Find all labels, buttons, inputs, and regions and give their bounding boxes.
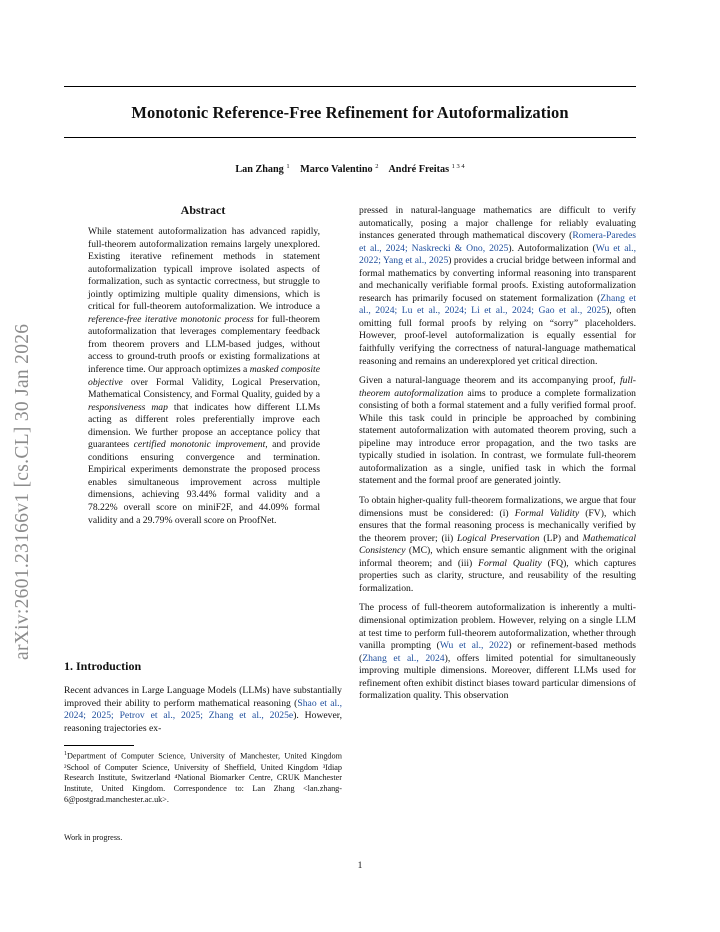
author-name: Lan Zhang bbox=[235, 164, 284, 175]
abstract-body: While statement autoformalization has advanced rapidly, full-theorem autoformalization remains largely unexplored. Existing iterative refinement methods in statement autoformalization typicall improve isolated aspects of formalization, such as syntactic correctness, but struggle to jointly optimizing multiple quality dimensions, which is critical for full-theorem autoformalization. We introduce a reference-free iterative monotonic process for full-theorem autoformalization that leverages complementary feedback from theorem provers and LLM-based judges, without access to ground-truth proofs or existing formalizations at inference time. Our approach optimizes a masked composite objective over Formal Validity, Logical Preservation, Mathematical Consistency, and Formal Quality, guided by a responsiveness map that indicates how different LLMs acting as different roles preferentially improve each dimension. We further propose an acceptance policy that guarantees certified monotonic improvement, and provide conditions ensuring convergence and termination. Empirical experiments demonstrate the proposed process enables simultaneous improvement across multiple dimensions, achieving 93.44% formal validity and a 78.22% overall score on miniF2F, and 44.09% formal validity and a 29.79% overall score on ProofNet. bbox=[88, 226, 320, 526]
author-list bbox=[64, 163, 636, 175]
citation-link[interactable]: Wu et al., 2022 bbox=[439, 640, 509, 652]
body-paragraph: To obtain higher-quality full-theorem formalizations, we argue that four dimensions must be considered: (i) Formal Validity (FV), which ensures that the formal reasoning process is mechanically verified by the theorem prover; (ii) Logical Preservation (LP) and Mathematical Consistency (MC), which ensure semantic alignment with the original informal theorem; and (iii) Formal Quality (FQ), which captures properties such as clarity, structure, and reusability of the resulting formalization. bbox=[359, 495, 636, 594]
author-affiliation: 1 3 4 bbox=[451, 163, 465, 170]
work-in-progress-note: Work in progress. bbox=[64, 833, 123, 842]
section-heading-introduction: 1. Introduction bbox=[64, 659, 142, 673]
arxiv-stamp: arXiv:2601.23166v1 [cs.CL] 30 Jan 2026 bbox=[12, 323, 33, 660]
body-paragraph: Given a natural-language theorem and its accompanying proof, full-theorem autoformalization aims to produce a complete formalization consisting of both a formal statement and a fully verified formal proof. While this task could in principle be approached by combining statement autoformalization with automated theorem proving, such a pipeline may introduce error propagation, and the two tasks are typically studied in isolation. In contrast, we formulate full-theorem autoformalization as a single, unified task in which the formal statement and the formal proof are generated jointly. bbox=[359, 375, 636, 487]
paper-title: Monotonic Reference-Free Refinement for Autoformalization bbox=[131, 103, 569, 122]
title-bottom-rule bbox=[64, 137, 636, 138]
body-paragraph: The process of full-theorem autoformalization is inherently a multi-dimensional optimization problem. However, relying on a single LLM at test time to perform full-theorem autoformalization, whether through vanilla prompting (Wu et al., 2022) or refinement-based methods (Zhang et al., 2024), offers limited potential for simultaneously improving multiple dimensions. Moreover, different LLMs used for refinement often exhibit distinct biases toward particular dimensions of formalization quality. This observation bbox=[359, 602, 636, 702]
page-number: 1 bbox=[357, 861, 363, 871]
intro-paragraph: Recent advances in Large Language Models (LLMs) have substantially improved their ability to perform mathematical reasoning (Shao et al., 2024; 2025; Petrov et al., 2025; Zhang et al., 2025e). However, reasoning trajectories ex- bbox=[64, 685, 342, 734]
affiliation-footnote: $^1$Department of Computer Science, University of Manchester, United Kingdom ²School of Computer Science, University of Sheffield, United Kingdom ³Idiap Research Institute, Switzerland ⁴National Biomarker Centre, CRUK Manchester Institute, United Kingdom. Correspondence to: Lan Zhang <lan.zhang-6@postgrad.manchester.ac.uk>. bbox=[64, 751, 342, 804]
citation-link[interactable]: Shao et al., 2024; 2025; Petrov et al., 2025; Zhang et al., 2025e bbox=[64, 697, 342, 722]
author-name: André Freitas bbox=[388, 164, 450, 175]
right-column bbox=[359, 205, 636, 710]
citation-link[interactable]: Wu et al., 2022; Yang et al., 2025 bbox=[359, 242, 636, 267]
author-affiliation: 2 bbox=[375, 163, 379, 170]
citation-link[interactable]: Romera-Paredes et al., 2024; Naskrecki & Ono, 2025 bbox=[359, 230, 636, 254]
body-paragraph: pressed in natural-language mathematics are difficult to verify automatically, posing a major challenge for reliably evaluating instances generated through mathematical discovery (Romera-Paredes et al., 2024; Naskrecki & Ono, 2025). Autoformalization (Wu et al., 2022; Yang et al., 2025) provides a crucial bridge between informal and formal mathematics by converting informal reasoning into transparent and mechanically verifiable formal proofs. Existing autoformalization research has primarily focused on statement formalization (Zhang et al., 2024; Lu et al., 2024; Li et al., 2024; Gao et al., 2025), often omitting full formal proofs by relying on “sorry” placeholders. However, proof-level autoformalization is equally essential for faithfully verifying the correctness of natural-language mathematical reasoning and remains an underexplored yet critical direction. bbox=[359, 205, 636, 367]
citation-link[interactable]: Zhang et al., 2024 bbox=[362, 652, 445, 664]
footnote-rule bbox=[64, 745, 134, 746]
author-affiliation: 1 bbox=[286, 163, 290, 170]
author-name: Marco Valentino bbox=[300, 164, 373, 175]
title-top-rule bbox=[64, 86, 636, 87]
citation-link[interactable]: Zhang et al., 2024; Lu et al., 2024; Li et al., 2024; Gao et al., 2025 bbox=[359, 292, 636, 317]
abstract-heading: Abstract bbox=[180, 203, 226, 217]
